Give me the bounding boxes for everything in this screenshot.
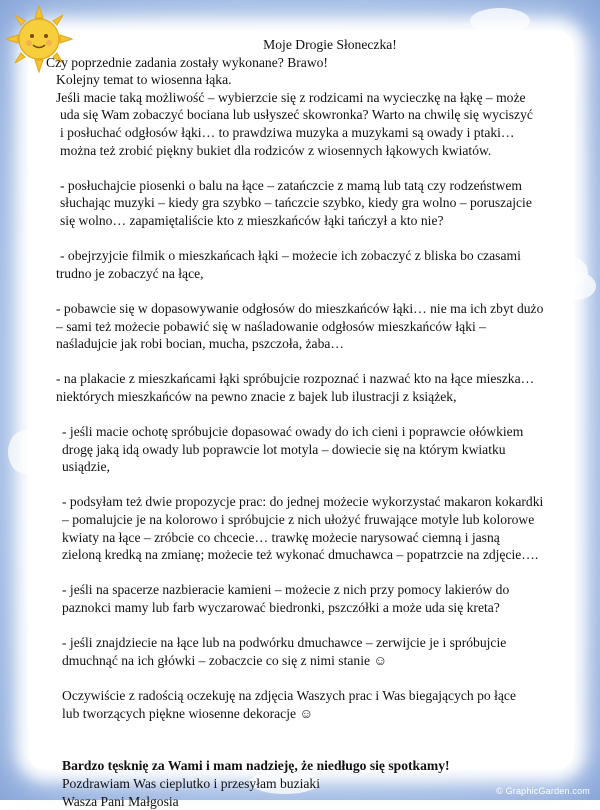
text-line: niektórych mieszkańców na pewno znacie z bajek lub ilustracji z książek,	[56, 388, 457, 404]
text-line: się wolno… zapamiętaliście kto z mieszkańców łąki tańczył a kto nie?	[60, 212, 444, 228]
text-line: - jeśli macie ochotę spróbujcie dopasować owady do ich cieni i poprawcie ołówkiem	[62, 424, 524, 440]
text-line: usiądzie,	[62, 459, 110, 475]
closing-bold-line: Bardzo tęsknię za Wami i mam nadzieję, że niedługo się spotkamy!	[62, 758, 450, 774]
text-line: – pomalujcie je na kolorowo i spróbujcie z nich ułożyć fruwające motyle lub kolorowe	[62, 512, 535, 528]
text-line: naśladujcie jak robi bocian, mucha, pszczoła, żaba…	[56, 336, 344, 352]
text-line: drogę jaką idą owady lub poprawcie lot motyla – dowiecie się na którym kwiatku	[62, 441, 506, 457]
text-line: uda się Wam zobaczyć bociana lub usłyszeć skowronka? Warto na chwilę się wyciszyć	[60, 107, 533, 123]
watermark: © GraphicGarden.com	[496, 786, 590, 796]
text-line: Jeśli macie taką możliwość – wybierzcie się z rodzicami na wycieczkę na łąkę – może	[56, 89, 526, 105]
text-line: - podsyłam też dwie propozycje prac: do jednej możecie wykorzystać makaron kokardki	[62, 494, 544, 510]
text-line: - pobawcie się w dopasowywanie odgłosów do mieszkańców łąki… nie ma ich zbyt dużo	[56, 300, 544, 316]
text-line: Pozdrawiam Was cieplutko i przesyłam buziaki	[62, 775, 320, 791]
text-line: - posłuchajcie piosenki o balu na łące – zatańczcie z mamą lub tatą czy rodzeństwem	[60, 177, 522, 193]
text-line: można też zrobić piękny bukiet dla rodziców z wiosennych łąkowych kwiatów.	[60, 142, 492, 158]
text-line: lub tworzących piękne wiosenne dekoracje ☺	[62, 705, 314, 721]
text-line: dmuchnąć na ich główki – zobaczcie co się z nimi stanie ☺	[62, 652, 388, 668]
text-line: Oczywiście z radością oczekuję na zdjęcia Waszych prac i Was biegających po łące	[62, 687, 516, 703]
text-line: Czy poprzednie zadania zostały wykonane? Brawo!	[46, 54, 328, 70]
letter-content	[46, 36, 574, 810]
text-line: słuchając muzyki – kiedy gra szybko – tańczcie szybko, kiedy gra wolno – poruszajcie	[60, 195, 532, 211]
text-line: - obejrzyjcie filmik o mieszkańcach łąki – możecie ich zobaczyć z bliska bo czasami	[60, 248, 521, 264]
text-line: Kolejny temat to wiosenna łąka.	[56, 72, 232, 88]
text-line: i posłuchać odgłosów łąki… to prawdziwa muzyka a muzykami są owady i ptaki…	[60, 124, 515, 140]
text-line: - jeśli znajdziecie na łące lub na podwórku dmuchawce – zerwijcie je i spróbujcie	[62, 635, 507, 651]
signature-line: Wasza Pani Małgosia	[62, 793, 179, 809]
text-line: paznokci mamy lub farb wyczarować biedronki, pszczółki a może uda się kreta?	[62, 600, 500, 615]
text-line: kwiaty na łące – zróbcie co chcecie… trawkę możecie narysować ciemną i jasną	[62, 529, 500, 545]
letter-title: Moje Drogie Słoneczka!	[263, 37, 397, 52]
text-line: - jeśli na spacerze nazbieracie kamieni – możecie z nich przy pomocy lakierów do	[62, 582, 510, 598]
text-line: trudno je zobaczyć na łące,	[56, 265, 204, 281]
text-line: - na plakacie z mieszkańcami łąki spróbujcie rozpoznać i nazwać kto na łące mieszka…	[56, 371, 535, 387]
text-line: zieloną kredką na zmianę; możecie też wykonać dmuchawca – popatrzcie na zdjęcie….	[62, 547, 539, 563]
text-line: – sami też możecie pobawić się w naśladowanie odgłosów mieszkańców łąki –	[56, 318, 486, 334]
